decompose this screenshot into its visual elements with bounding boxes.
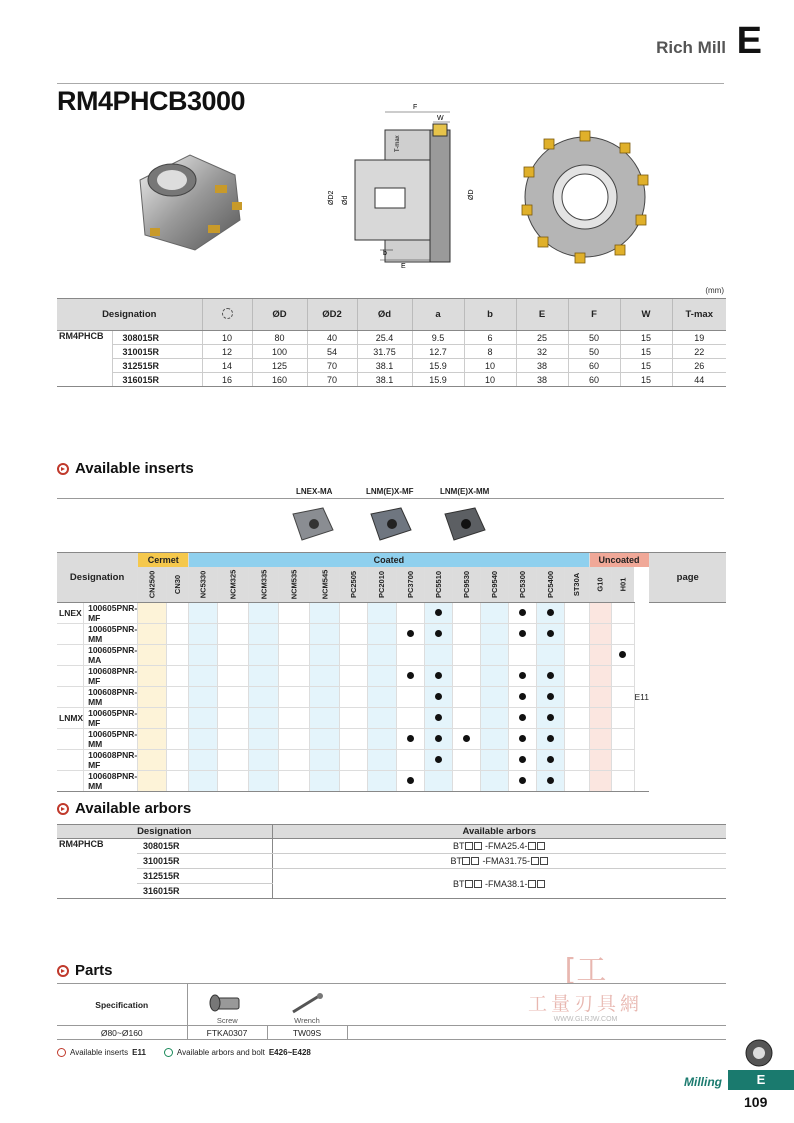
availability-dot xyxy=(547,630,554,637)
page-ref-link[interactable]: E11 xyxy=(634,603,649,792)
grade-label: CN2500 xyxy=(147,570,157,599)
unit-label: (mm) xyxy=(705,286,724,295)
footer-refs: Available inserts E11 Available arbors and bolt E426~E428 xyxy=(57,1048,311,1057)
grade-label: NCM535 xyxy=(289,569,299,600)
grade-label: PC9530 xyxy=(461,570,471,598)
table-row: 310015R BT -FMA31.75- xyxy=(57,854,726,869)
availability-dot xyxy=(407,735,414,742)
col-Tmax: T-max xyxy=(672,299,726,331)
dim-W-label: W xyxy=(437,115,444,122)
grade-group-header: Coated xyxy=(189,553,589,567)
availability-dot xyxy=(547,756,554,763)
col-D: ØD xyxy=(252,299,307,331)
spec-family: RM4PHCB xyxy=(57,331,112,387)
table-row: 312515R BT -FMA38.1- xyxy=(57,869,726,884)
availability-dot xyxy=(407,672,414,679)
table-row xyxy=(57,750,726,771)
col-designation: Designation xyxy=(57,825,272,839)
availability-dot xyxy=(435,693,442,700)
table-row xyxy=(57,603,726,624)
arrow-circle-icon xyxy=(57,463,69,475)
availability-dot xyxy=(519,672,526,679)
availability-dot xyxy=(547,735,554,742)
availability-dot xyxy=(547,609,554,616)
arbor-family: RM4PHCB xyxy=(57,839,137,899)
availability-dot xyxy=(407,777,414,784)
insert-code: 100605PNR-MF xyxy=(84,603,138,624)
table-row: 316015R 16 160 70 38.1 15.9 10 38 60 15 44 xyxy=(57,373,726,387)
grade-group-header: Uncoated xyxy=(589,553,649,567)
insert-image-label: LNM(E)X-MF xyxy=(366,487,414,496)
table-row: RM4PHCB 308015R 10 80 40 25.4 9.5 6 25 50 15 19 xyxy=(57,331,726,345)
availability-dot xyxy=(519,693,526,700)
table-row xyxy=(57,708,726,729)
grade-label: PC5300 xyxy=(517,570,527,598)
availability-dot xyxy=(435,672,442,679)
col-designation: Designation xyxy=(57,553,138,603)
wrench-code: TW09S xyxy=(267,1026,347,1040)
grade-label: PC2505 xyxy=(349,570,359,598)
screw-code: FTKA0307 xyxy=(187,1026,267,1040)
inserts-heading: Available inserts xyxy=(57,460,194,477)
availability-dot xyxy=(463,735,470,742)
grade-group-header: Cermet xyxy=(138,553,189,567)
section-letter: E xyxy=(736,20,762,62)
dim-F-label: F xyxy=(413,104,418,111)
availability-dot xyxy=(435,756,442,763)
col-D2: ØD2 xyxy=(307,299,357,331)
cutter-photo xyxy=(120,140,260,265)
insert-family xyxy=(57,624,84,645)
grade-label: H01 xyxy=(618,577,628,592)
grade-label: PC5400 xyxy=(546,570,556,598)
insert-code: 100605PNR-MM xyxy=(84,624,138,645)
insert-code: 100608PNR-MF xyxy=(84,666,138,687)
milling-cutter-icon xyxy=(744,1038,774,1068)
grade-label: ST30A xyxy=(572,572,582,596)
col-a: a xyxy=(412,299,464,331)
insert-image-label: LNEX-MA xyxy=(296,487,333,496)
availability-dot xyxy=(519,777,526,784)
table-row xyxy=(57,729,726,750)
grade-label: NC5330 xyxy=(198,570,208,599)
product-title: RM4PHCB3000 xyxy=(57,86,246,116)
arrow-circle-icon xyxy=(57,803,69,815)
series-name: Rich Mill xyxy=(656,38,726,57)
col-F: F xyxy=(568,299,620,331)
spec-table xyxy=(57,298,726,387)
grade-label: NCM325 xyxy=(228,569,238,600)
front-view-drawing xyxy=(510,125,660,270)
col-E: E xyxy=(516,299,568,331)
insert-code: 100605PNR-MF xyxy=(84,708,138,729)
availability-dot xyxy=(435,630,442,637)
availability-dot xyxy=(435,609,442,616)
arrow-circle-icon xyxy=(57,1048,66,1057)
divider xyxy=(57,498,724,499)
side-view-drawing xyxy=(325,100,475,270)
spec-header-row xyxy=(57,299,726,331)
insert-family: LNEX xyxy=(57,603,84,624)
page-number: 109 xyxy=(744,1094,768,1110)
section-tab: E xyxy=(728,1070,794,1090)
insert-family xyxy=(57,666,84,687)
screw-label: Screw xyxy=(216,1016,238,1025)
dim-E-label: E xyxy=(401,263,406,270)
insert-photos xyxy=(288,502,498,546)
availability-dot xyxy=(547,777,554,784)
availability-dot xyxy=(619,651,626,658)
availability-dot xyxy=(519,609,526,616)
insert-code: 100608PNR-MM xyxy=(84,687,138,708)
grade-label: NCM545 xyxy=(319,569,329,600)
availability-dot xyxy=(547,714,554,721)
table-row xyxy=(57,624,726,645)
parts-heading: Parts xyxy=(57,962,113,979)
col-arbors: Available arbors xyxy=(272,825,726,839)
insert-family xyxy=(57,645,84,666)
arrow-circle-icon xyxy=(57,965,69,977)
screw-icon xyxy=(207,992,247,1014)
grade-label: PC3700 xyxy=(405,570,415,598)
insert-family: LNMX xyxy=(57,708,84,729)
table-row: RM4PHCB 308015R BT -FMA25.4- xyxy=(57,839,726,854)
arbors-heading: Available arbors xyxy=(57,800,191,817)
arbors-table xyxy=(57,824,726,899)
availability-dot xyxy=(547,672,554,679)
insert-code: 100608PNR-MM xyxy=(84,771,138,792)
availability-dot xyxy=(547,693,554,700)
spec-label: Specification xyxy=(57,984,187,1026)
grade-label: PC9540 xyxy=(489,570,499,598)
dim-D-label: ØD xyxy=(468,189,475,200)
grade-label: G10 xyxy=(595,577,605,592)
table-row: 312515R 14 125 70 38.1 15.9 10 38 60 15 26 xyxy=(57,359,726,373)
availability-dot xyxy=(519,756,526,763)
dim-tmax-label: T-max xyxy=(395,135,401,152)
col-b: b xyxy=(464,299,516,331)
col-W: W xyxy=(620,299,672,331)
grade-label: PC5510 xyxy=(433,570,443,598)
wrench-icon xyxy=(287,992,327,1014)
col-teeth-icon xyxy=(202,299,252,331)
watermark: [工 工量刃具網 WWW.GLRJW.COM xyxy=(528,945,643,1023)
link-arbors-ref[interactable]: E426~E428 xyxy=(268,1048,311,1057)
category-label: Milling xyxy=(684,1075,722,1089)
col-d: Ød xyxy=(357,299,412,331)
availability-dot xyxy=(519,714,526,721)
watermark-logo-icon: [工 xyxy=(564,953,607,988)
insert-code: 100608PNR-MF xyxy=(84,750,138,771)
insert-family xyxy=(57,750,84,771)
insert-family xyxy=(57,771,84,792)
table-row xyxy=(57,645,726,666)
insert-family xyxy=(57,687,84,708)
grade-label: NCM335 xyxy=(258,569,268,600)
dim-d-label: Ød xyxy=(342,195,349,205)
table-row: 316015R xyxy=(57,884,726,899)
availability-dot xyxy=(407,630,414,637)
insert-family xyxy=(57,729,84,750)
availability-dot xyxy=(519,735,526,742)
parts-table xyxy=(57,983,726,1040)
insert-image-label: LNM(E)X-MM xyxy=(440,487,490,496)
availability-dot xyxy=(519,630,526,637)
col-designation: Designation xyxy=(57,299,202,331)
table-row xyxy=(57,687,726,708)
dim-D2-label: ØD2 xyxy=(328,190,335,205)
insert-code: 100605PNR-MA xyxy=(84,645,138,666)
parts-range: Ø80~Ø160 xyxy=(57,1026,187,1040)
table-row: 310015R 12 100 54 31.75 12.7 8 32 50 15 22 xyxy=(57,345,726,359)
grade-label: CN30 xyxy=(173,574,183,594)
grade-label: PC2010 xyxy=(377,570,387,598)
table-row xyxy=(57,666,726,687)
arrow-circle-icon xyxy=(164,1048,173,1057)
link-inserts-ref[interactable]: E11 xyxy=(132,1048,146,1057)
inserts-table xyxy=(57,552,726,792)
header-divider xyxy=(57,83,724,84)
insert-code: 100605PNR-MM xyxy=(84,729,138,750)
dim-b-label: b xyxy=(383,250,387,257)
availability-dot xyxy=(435,714,442,721)
availability-dot xyxy=(435,735,442,742)
table-row xyxy=(57,771,726,792)
wrench-label: Wrench xyxy=(294,1016,320,1025)
col-page: page xyxy=(649,553,726,603)
